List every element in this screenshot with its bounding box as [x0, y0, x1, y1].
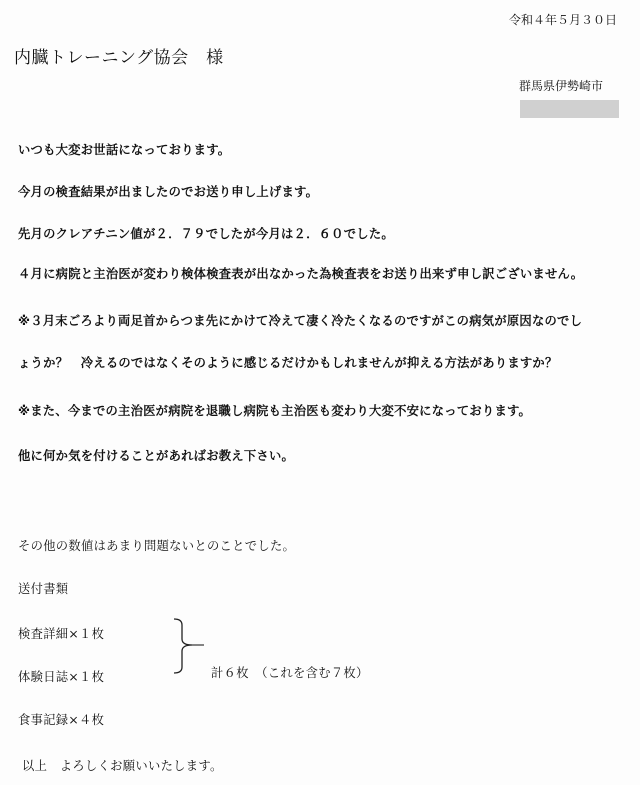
recipient-name: 内臓トレーニング協会 様	[14, 48, 224, 68]
enclosure-item: 検査詳細×１枚	[18, 627, 105, 641]
letter-date: 令和４年５月３０日	[509, 13, 618, 27]
enclosure-item: 食事記録×４枚	[18, 713, 105, 727]
enclosure-item: 体験日誌×１枚	[18, 670, 105, 684]
enclosure-total: 計６枚 （これを含む７枚）	[211, 666, 369, 680]
body-line-results: 今月の検査結果が出ましたのでお送り申し上げます。	[18, 185, 319, 199]
body-line-question-2: ょうか？ 冷えるのではなくそのように感じるだけかもしれませんが抑える方法がありますか？	[18, 356, 558, 370]
body-line-request: 他に何か気を付けることがあればお教え下さい。	[18, 449, 295, 463]
note-line: その他の数値はあまり問題ないとのことでした。	[18, 539, 296, 553]
sender-address: 群馬県伊勢崎市	[519, 79, 604, 93]
closing-line: 以上 よろしくお願いいたします。	[22, 759, 223, 773]
enclosure-title: 送付書類	[18, 582, 69, 596]
grouping-brace	[170, 617, 210, 675]
body-line-concern: ※また、今までの主治医が病院を退職し病院も主治医も変わり大変不安になっております。	[18, 404, 532, 418]
body-line-question-1: ※３月末ごろより両足首からつま先にかけて冷えて凄く冷たくなるのですがこの病気が原因なのでし	[18, 314, 583, 328]
redacted-sender-name	[520, 100, 619, 118]
body-line-creatinine: 先月のクレアチニン値が２．７９でしたが今月は２．６０でした。	[18, 227, 394, 241]
body-line-apology: ４月に病院と主治医が変わり検体検査表が出なかった為検査表をお送り出来ず申し訳ございません。	[18, 267, 584, 281]
body-line-greeting: いつも大変お世話になっております。	[18, 143, 231, 157]
